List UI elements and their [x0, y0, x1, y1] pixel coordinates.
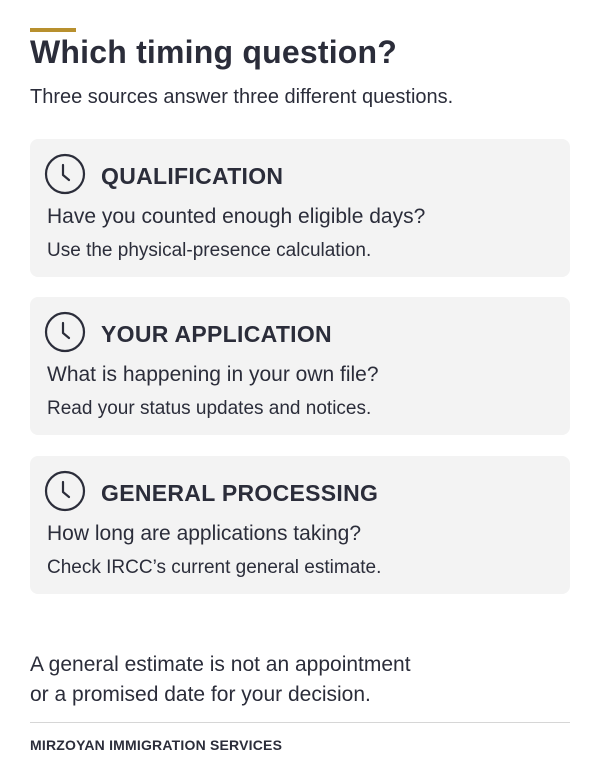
page-title: Which timing question?	[30, 34, 398, 70]
clock-icon	[44, 470, 86, 512]
card-general-processing	[30, 456, 570, 594]
card-question: What is happening in your own file?	[47, 363, 379, 386]
footer-divider	[30, 722, 570, 723]
card-heading: QUALIFICATION	[101, 163, 284, 189]
card-action: Use the physical-presence calculation.	[47, 240, 372, 261]
card-heading: GENERAL PROCESSING	[101, 480, 379, 506]
clock-icon	[44, 311, 86, 353]
card-question: Have you counted enough eligible days?	[47, 205, 426, 228]
disclaimer-line: A general estimate is not an appointment	[30, 653, 411, 676]
card-action: Read your status updates and notices.	[47, 398, 372, 419]
card-heading: YOUR APPLICATION	[101, 321, 332, 347]
page-subtitle: Three sources answer three different questions.	[30, 86, 454, 108]
disclaimer-note	[30, 650, 510, 710]
card-your-application	[30, 297, 570, 435]
footer-brand: MIRZOYAN IMMIGRATION SERVICES	[30, 737, 283, 753]
clock-icon	[44, 153, 86, 195]
disclaimer-line: or a promised date for your decision.	[30, 683, 371, 706]
card-qualification	[30, 139, 570, 277]
card-question: How long are applications taking?	[47, 522, 362, 545]
card-action: Check IRCC’s current general estimate.	[47, 557, 382, 578]
title-accent-bar	[30, 28, 76, 32]
